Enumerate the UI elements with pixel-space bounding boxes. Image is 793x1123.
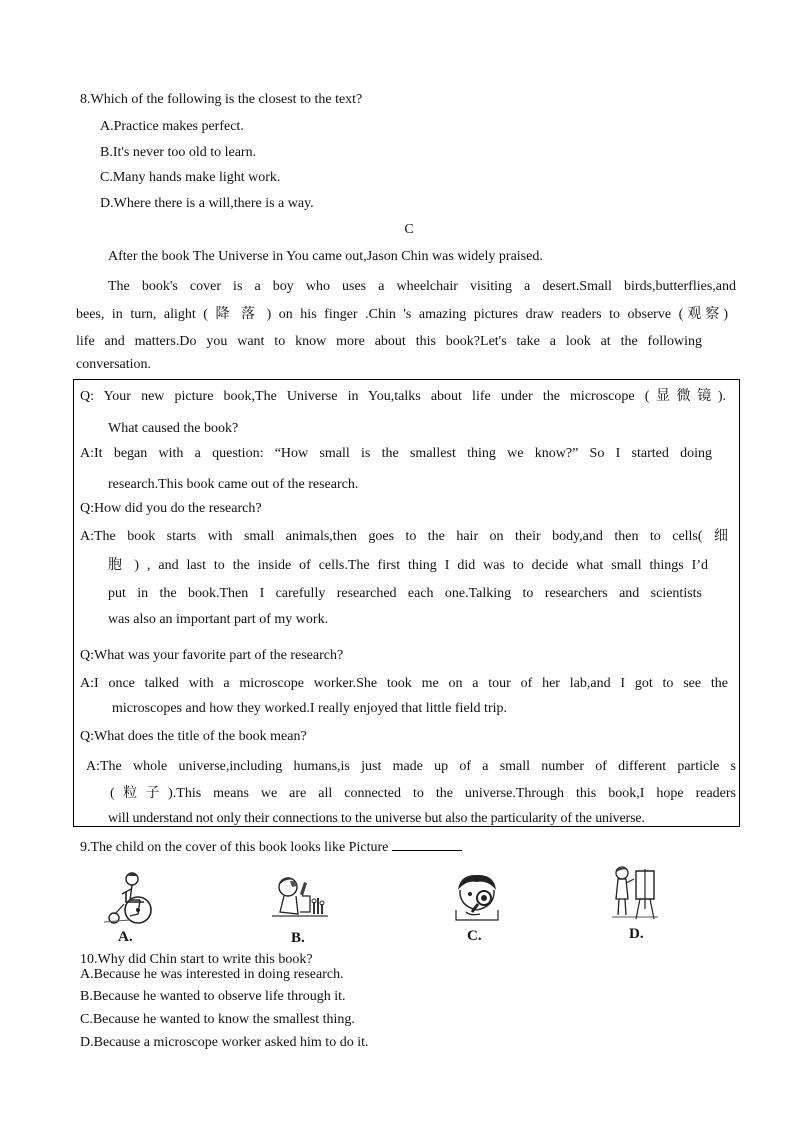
interview-q3: Q:What was your favorite part of the research? bbox=[80, 648, 344, 663]
interview-a3-line1: A:I once talked with a microscope worker.She took me on a tour of her lab,and I got to see the bbox=[80, 676, 728, 691]
passage-p2-line2: bees, in turn, alight ( 降 落 ) on his finger .Chin 's amazing pictures draw readers to observe (观察) bbox=[76, 307, 728, 322]
interview-a2-line2: 胞 ) , and last to the inside of cells.The first thing I did was to decide what small things I’d bbox=[108, 558, 708, 573]
interview-q1-line2: What caused the book? bbox=[108, 421, 239, 436]
picture-b-label: B. bbox=[291, 930, 305, 946]
interview-a3-line2: microscopes and how they worked.I really enjoyed that little field trip. bbox=[112, 701, 507, 716]
interview-a4-line2: (粒子).This means we are all connected to the universe.Through this book,I hope readers bbox=[110, 786, 736, 801]
interview-a1-line2: research.This book came out of the research. bbox=[108, 477, 359, 492]
q8-option-b: B.It's never too old to learn. bbox=[100, 145, 257, 160]
q8-stem: 8.Which of the following is the closest to the text? bbox=[80, 92, 363, 107]
q10-option-a: A.Because he was interested in doing research. bbox=[80, 967, 344, 982]
picture-a-label: A. bbox=[118, 929, 133, 945]
interview-a2-line1: A:The book starts with small animals,then goes to the hair on their body,and then to cells( 细 bbox=[80, 529, 728, 544]
q9-stem: 9.The child on the cover of this book looks like Picture bbox=[80, 840, 389, 855]
child-easel-icon bbox=[610, 865, 662, 925]
q9-stem-row bbox=[80, 838, 462, 856]
q8-option-c: C.Many hands make light work. bbox=[100, 170, 281, 185]
picture-d-label: D. bbox=[629, 926, 644, 942]
q9-answer-blank[interactable] bbox=[392, 838, 462, 851]
child-magnifier-icon bbox=[450, 872, 504, 922]
interview-q1-line1: Q: Your new picture book,The Universe in You,talks about life under the microscope (显微镜). bbox=[80, 389, 726, 404]
wheelchair-child-icon bbox=[100, 870, 156, 926]
passage-p2-line3: life and matters.Do you want to know more about this book?Let's take a look at the following bbox=[76, 334, 702, 349]
interview-a4-line1: A:The whole universe,including humans,is just made up of a small number of different particle s bbox=[86, 759, 736, 774]
interview-a2-line4: was also an important part of my work. bbox=[108, 612, 329, 627]
interview-a2-line3: put in the book.Then I carefully researched each one.Talking to researchers and scientists bbox=[108, 586, 702, 601]
passage-p1: After the book The Universe in You came out,Jason Chin was widely praised. bbox=[108, 249, 543, 264]
q8-option-a: A.Practice makes perfect. bbox=[100, 119, 244, 134]
q10-stem: 10.Why did Chin start to write this book? bbox=[80, 952, 313, 967]
child-microscope-icon bbox=[270, 872, 330, 924]
q10-option-c: C.Because he wanted to know the smallest thing. bbox=[80, 1012, 355, 1027]
q8-option-d: D.Where there is a will,there is a way. bbox=[100, 196, 314, 211]
interview-q2: Q:How did you do the research? bbox=[80, 501, 262, 516]
passage-p2-line4: conversation. bbox=[76, 357, 152, 372]
interview-a4-line3: will understand not only their connections to the universe but also the particularity of the universe. bbox=[108, 811, 645, 826]
interview-q4: Q:What does the title of the book mean? bbox=[80, 729, 307, 744]
interview-a1-line1: A:It began with a question: “How small is the smallest thing we know?” So I started doing bbox=[80, 446, 712, 461]
passage-p2-line1: The book's cover is a boy who uses a wheelchair visiting a desert.Small birds,butterflies,and bbox=[108, 279, 736, 294]
q10-option-d: D.Because a microscope worker asked him to do it. bbox=[80, 1035, 369, 1050]
passage-heading: C bbox=[404, 222, 414, 237]
picture-c-label: C. bbox=[467, 928, 482, 944]
q10-option-b: B.Because he wanted to observe life through it. bbox=[80, 989, 346, 1004]
